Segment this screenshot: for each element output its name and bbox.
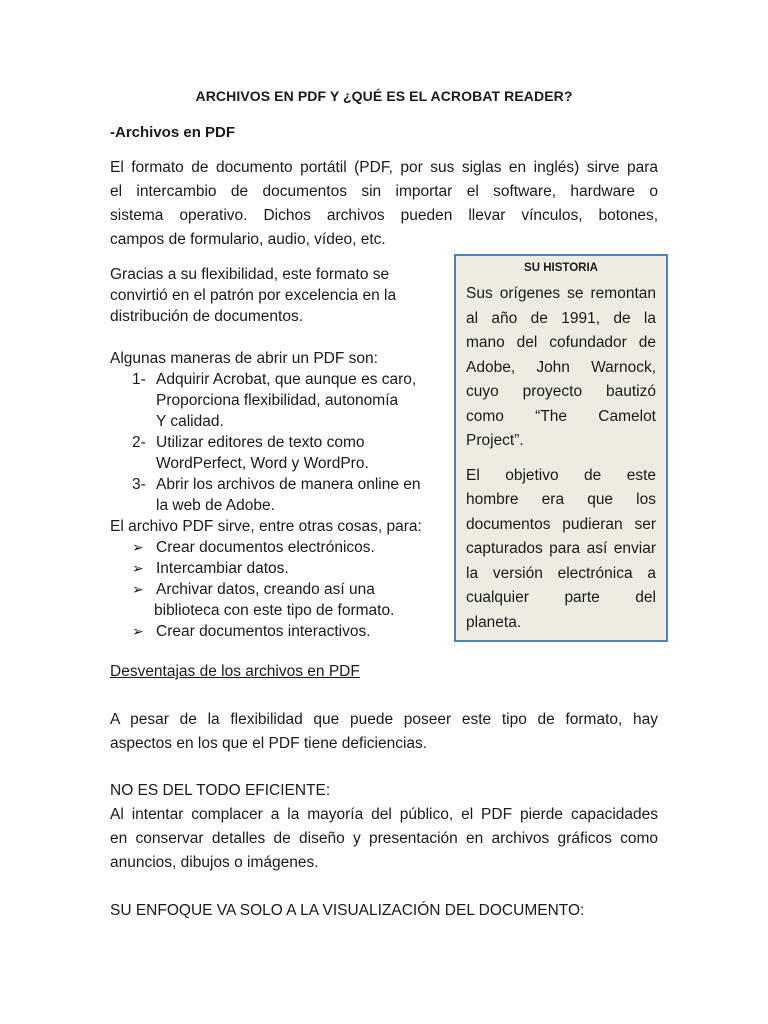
list-item — [110, 474, 440, 516]
sidebar-line: Adobe, John Warnock, — [466, 358, 656, 376]
sidebar-line: hombre era que los — [466, 491, 656, 508]
sidebar-line: mano del cofundador de — [466, 334, 656, 351]
ways-list — [110, 369, 440, 516]
disadvantages-heading: Desventajas de los archivos en PDF — [110, 663, 360, 680]
arrow-bullet-icon: ➢ — [132, 581, 144, 597]
sidebar-line: al año de 1991, de la — [466, 309, 656, 327]
list-item — [110, 432, 440, 474]
point1-line: en conservar detalles de diseño y presentación en archivos gráficos como — [110, 830, 658, 847]
list-number: 2- — [132, 434, 146, 451]
sidebar-line: planeta. — [466, 613, 522, 631]
list-item-line: Crear documentos electrónicos. — [156, 539, 375, 556]
flex-line: convirtió en el patrón por excelencia en la — [110, 287, 397, 304]
list-number: 1- — [132, 371, 146, 388]
intro-paragraph — [110, 156, 658, 252]
sidebar-line: la versión electrónica a — [466, 564, 656, 582]
list-item-line: la web de Adobe. — [156, 497, 275, 514]
sidebar-paragraph — [466, 464, 656, 636]
point1-heading: NO ES DEL TODO EFICIENTE: — [110, 782, 331, 799]
arrow-bullet-icon: ➢ — [132, 623, 144, 639]
sidebar-line: Project”. — [466, 432, 524, 449]
intro-line: sistema operativo. Dichos archivos pueden llevar vínculos, botones, — [110, 207, 658, 224]
arrow-bullet-icon: ➢ — [132, 560, 144, 576]
disadvantages-line: A pesar de la flexibilidad que puede poseer este tipo de formato, hay — [110, 711, 658, 728]
section-heading: -Archivos en PDF — [110, 124, 236, 141]
uses-list — [110, 537, 440, 642]
list-item-line: Crear documentos interactivos. — [156, 623, 371, 640]
uses-intro: El archivo PDF sirve, entre otras cosas, para: — [110, 518, 422, 535]
sidebar-paragraph — [466, 282, 656, 454]
sidebar-line: cualquier parte del — [466, 589, 656, 606]
list-item-line: Proporciona flexibilidad, autonomía — [156, 392, 399, 409]
flex-line: Gracias a su flexibilidad, este formato se — [110, 266, 390, 283]
sidebar-line: El objetivo de este — [466, 466, 656, 484]
page-title: ARCHIVOS EN PDF Y ¿QUÉ ES EL ACROBAT READER? — [195, 88, 573, 104]
list-item — [110, 621, 440, 642]
list-item — [110, 369, 440, 432]
arrow-bullet-icon: ➢ — [132, 539, 144, 555]
sidebar-line: documentos pudieran ser — [466, 515, 656, 533]
sidebar-line: cuyo proyecto bautizó — [466, 383, 656, 400]
point1-line: anuncios, dibujos o imágenes. — [110, 854, 319, 871]
list-item-line: Y calidad. — [156, 413, 224, 430]
list-item-line: Abrir los archivos de manera online en — [156, 476, 421, 493]
point1-line: Al intentar complacer a la mayoría del público, el PDF pierde capacidades — [110, 806, 658, 823]
flex-line: distribución de documentos. — [110, 308, 304, 325]
left-column — [110, 264, 440, 642]
list-item-line: Adquirir Acrobat, que aunque es caro, — [156, 371, 417, 388]
disadvantages-paragraph — [110, 708, 658, 756]
sidebar-line: como “The Camelot — [466, 407, 656, 425]
point2-heading: SU ENFOQUE VA SOLO A LA VISUALIZACIÓN DEL DOCUMENTO: — [110, 902, 585, 919]
list-item-line: Archivar datos, creando así una — [156, 581, 375, 598]
list-item-line: WordPerfect, Word y WordPro. — [156, 455, 369, 472]
intro-line: campos de formulario, audio, vídeo, etc. — [110, 231, 386, 248]
list-number: 3- — [132, 476, 146, 493]
ways-intro: Algunas maneras de abrir un PDF son: — [110, 350, 378, 367]
history-sidebar — [454, 254, 668, 642]
sidebar-title: SU HISTORIA — [524, 262, 598, 274]
sidebar-line: capturados para así enviar — [466, 540, 656, 557]
point1-paragraph — [110, 803, 658, 875]
intro-line: El formato de documento portátil (PDF, por sus siglas en inglés) sirve para — [110, 159, 658, 176]
disadvantages-line: aspectos en los que el PDF tiene deficiencias. — [110, 735, 428, 752]
list-item-line: Utilizar editores de texto como — [156, 434, 365, 451]
list-item-line: Intercambiar datos. — [156, 560, 289, 577]
intro-line: el intercambio de documentos sin importar el software, hardware o — [110, 183, 658, 200]
list-item — [110, 579, 440, 621]
list-item — [110, 537, 440, 558]
list-item-line: biblioteca con este tipo de formato. — [154, 602, 395, 619]
sidebar-line: Sus orígenes se remontan — [466, 285, 656, 302]
list-item — [110, 558, 440, 579]
